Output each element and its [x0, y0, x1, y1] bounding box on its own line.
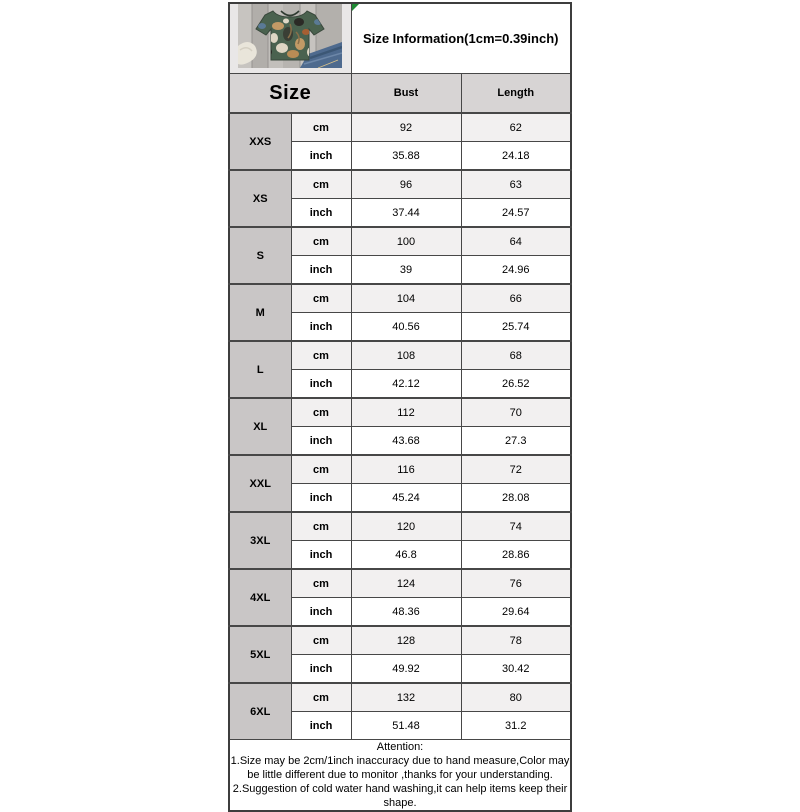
size-label: 5XL [229, 626, 291, 683]
table-row [229, 398, 571, 427]
unit-label: inch [291, 142, 351, 171]
bust-value: 43.68 [351, 427, 461, 456]
length-value: 80 [461, 683, 571, 712]
length-value: 24.57 [461, 199, 571, 228]
chart-title: Size Information(1cm=0.39inch) [363, 31, 559, 46]
unit-label: inch [291, 370, 351, 399]
table-row [229, 284, 571, 313]
length-value: 31.2 [461, 712, 571, 740]
unit-label: inch [291, 598, 351, 627]
bust-value: 42.12 [351, 370, 461, 399]
size-label: XS [229, 170, 291, 227]
unit-label: inch [291, 313, 351, 342]
unit-label: cm [291, 170, 351, 199]
bust-value: 49.92 [351, 655, 461, 684]
attention-heading: Attention: [376, 741, 424, 753]
bust-value: 132 [351, 683, 461, 712]
bust-value: 116 [351, 455, 461, 484]
bust-value: 128 [351, 626, 461, 655]
unit-label: inch [291, 256, 351, 285]
unit-label: inch [291, 541, 351, 570]
green-corner-marker [352, 4, 359, 11]
size-label: XL [229, 398, 291, 455]
size-label: XXS [229, 113, 291, 170]
table-row [229, 569, 571, 598]
title-cell [351, 3, 571, 74]
size-chart-sheet [228, 2, 570, 812]
bust-value: 108 [351, 341, 461, 370]
size-label: M [229, 284, 291, 341]
length-value: 66 [461, 284, 571, 313]
unit-label: inch [291, 199, 351, 228]
length-value: 26.52 [461, 370, 571, 399]
table-row [229, 341, 571, 370]
bust-value: 51.48 [351, 712, 461, 740]
bust-value: 96 [351, 170, 461, 199]
bust-value: 112 [351, 398, 461, 427]
length-value: 70 [461, 398, 571, 427]
unit-label: cm [291, 398, 351, 427]
length-value: 25.74 [461, 313, 571, 342]
bust-value: 124 [351, 569, 461, 598]
length-value: 28.08 [461, 484, 571, 513]
unit-label: cm [291, 569, 351, 598]
length-value: 63 [461, 170, 571, 199]
attention-line-1: 1.Size may be 2cm/1inch inaccuracy due to hand measure,Color may be little different due to monitor ,thanks for your understanding. [230, 755, 570, 781]
size-label: XXL [229, 455, 291, 512]
unit-label: cm [291, 455, 351, 484]
length-value: 30.42 [461, 655, 571, 684]
size-table [228, 2, 572, 812]
unit-label: cm [291, 683, 351, 712]
length-value: 78 [461, 626, 571, 655]
bust-value: 35.88 [351, 142, 461, 171]
unit-label: cm [291, 227, 351, 256]
bust-column-header: Bust [351, 74, 461, 114]
unit-label: inch [291, 655, 351, 684]
bust-value: 39 [351, 256, 461, 285]
bust-value: 45.24 [351, 484, 461, 513]
attention-note [229, 740, 571, 812]
size-label: 3XL [229, 512, 291, 569]
product-photo-tshirt [238, 4, 342, 68]
table-row [229, 113, 571, 142]
bust-value: 46.8 [351, 541, 461, 570]
size-label: L [229, 341, 291, 398]
unit-label: inch [291, 712, 351, 740]
length-value: 28.86 [461, 541, 571, 570]
column-header-row [229, 74, 571, 114]
bust-value: 37.44 [351, 199, 461, 228]
bust-value: 48.36 [351, 598, 461, 627]
bust-value: 104 [351, 284, 461, 313]
size-label: 4XL [229, 569, 291, 626]
length-value: 27.3 [461, 427, 571, 456]
bust-value: 40.56 [351, 313, 461, 342]
length-value: 72 [461, 455, 571, 484]
length-value: 29.64 [461, 598, 571, 627]
title-row [229, 3, 571, 74]
attention-line-2: 2.Suggestion of cold water hand washing,it can help items keep their shape. [232, 783, 568, 809]
length-value: 76 [461, 569, 571, 598]
table-row [229, 227, 571, 256]
length-value: 24.18 [461, 142, 571, 171]
unit-label: cm [291, 341, 351, 370]
length-column-header: Length [461, 74, 571, 114]
length-value: 64 [461, 227, 571, 256]
length-value: 24.96 [461, 256, 571, 285]
length-value: 74 [461, 512, 571, 541]
bust-value: 100 [351, 227, 461, 256]
unit-label: inch [291, 427, 351, 456]
size-label: 6XL [229, 683, 291, 740]
table-row [229, 512, 571, 541]
unit-label: cm [291, 284, 351, 313]
table-row [229, 455, 571, 484]
bust-value: 120 [351, 512, 461, 541]
size-column-header: Size [229, 74, 351, 114]
unit-label: cm [291, 512, 351, 541]
unit-label: cm [291, 113, 351, 142]
attention-row [229, 740, 571, 812]
unit-label: cm [291, 626, 351, 655]
table-row [229, 170, 571, 199]
table-row [229, 683, 571, 712]
unit-label: inch [291, 484, 351, 513]
bust-value: 92 [351, 113, 461, 142]
table-row [229, 626, 571, 655]
length-value: 68 [461, 341, 571, 370]
product-image-cell [229, 3, 351, 74]
length-value: 62 [461, 113, 571, 142]
size-label: S [229, 227, 291, 284]
